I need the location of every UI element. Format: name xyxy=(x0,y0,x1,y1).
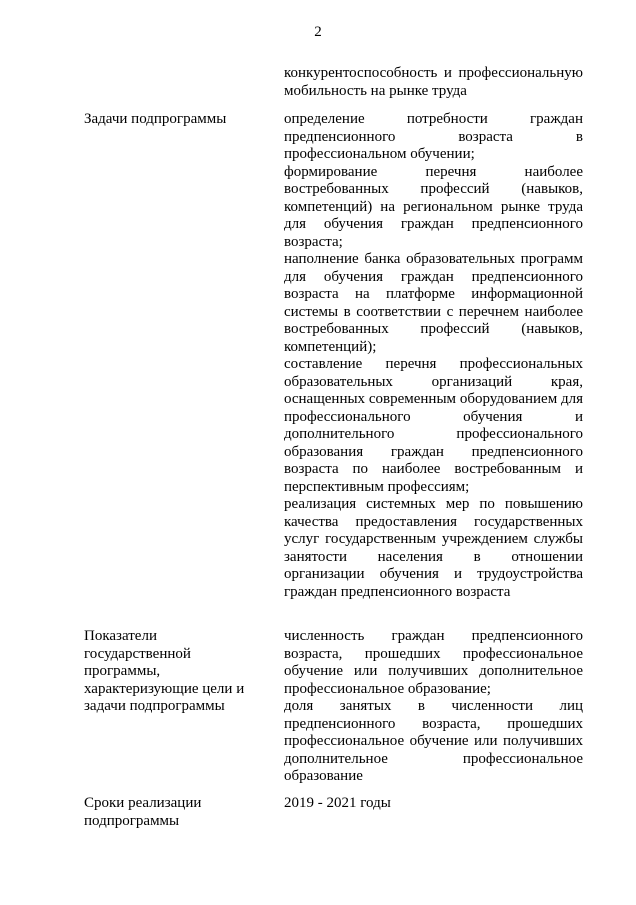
row-value-terms xyxy=(284,795,583,813)
row-label-indicators: Показатели государственной программы, характеризующие цели и задачи подпрограммы xyxy=(84,628,245,714)
row-value-indicators xyxy=(284,628,583,786)
task-paragraph: составление перечня профессиональных образовательных организаций края, оснащенных современным оборудованием для профессионального обучения и дополнительного профессионального образования граждан предпенсионного возраста по наиболее востребованным и перспективным профессиям; xyxy=(284,356,583,495)
page-number: 2 xyxy=(314,24,322,40)
terms-paragraph: 2019 - 2021 годы xyxy=(284,795,391,811)
task-paragraph: формирование перечня наиболее востребованных профессий (навыков, компетенций) на региональном рынке труда для обучения граждан предпенсионного возраста; xyxy=(284,163,583,250)
continuation-text xyxy=(284,65,583,100)
task-paragraph: наполнение банка образовательных программ для обучения граждан предпенсионного возраста на платформе информационной системы в соответствии с перечнем наиболее востребованных профессий (навыков, компетенций); xyxy=(284,251,583,355)
row-value-tasks xyxy=(284,111,583,601)
indicator-paragraph: доля занятых в численности лиц предпенсионного возраста, прошедших профессиональное обучение или получивших дополнительное профессиональное образование xyxy=(284,698,583,784)
row-label-terms: Сроки реализации подпрограммы xyxy=(84,795,202,829)
task-paragraph: определение потребности граждан предпенсионного возраста в профессиональном обучении; xyxy=(284,111,583,162)
indicator-paragraph: численность граждан предпенсионного возраста, прошедших профессиональное обучение или получивших дополнительное профессиональное образование; xyxy=(284,628,583,697)
task-paragraph: реализация системных мер по повышению качества предоставления государственных услуг государственным учреждением службы занятости населения в отношении организации обучения и трудоустройства граждан предпенсионного возраста xyxy=(284,496,583,600)
continuation-paragraph: конкурентоспособность и профессиональную мобильность на рынке труда xyxy=(284,65,583,99)
row-label-tasks: Задачи подпрограммы xyxy=(84,111,227,127)
